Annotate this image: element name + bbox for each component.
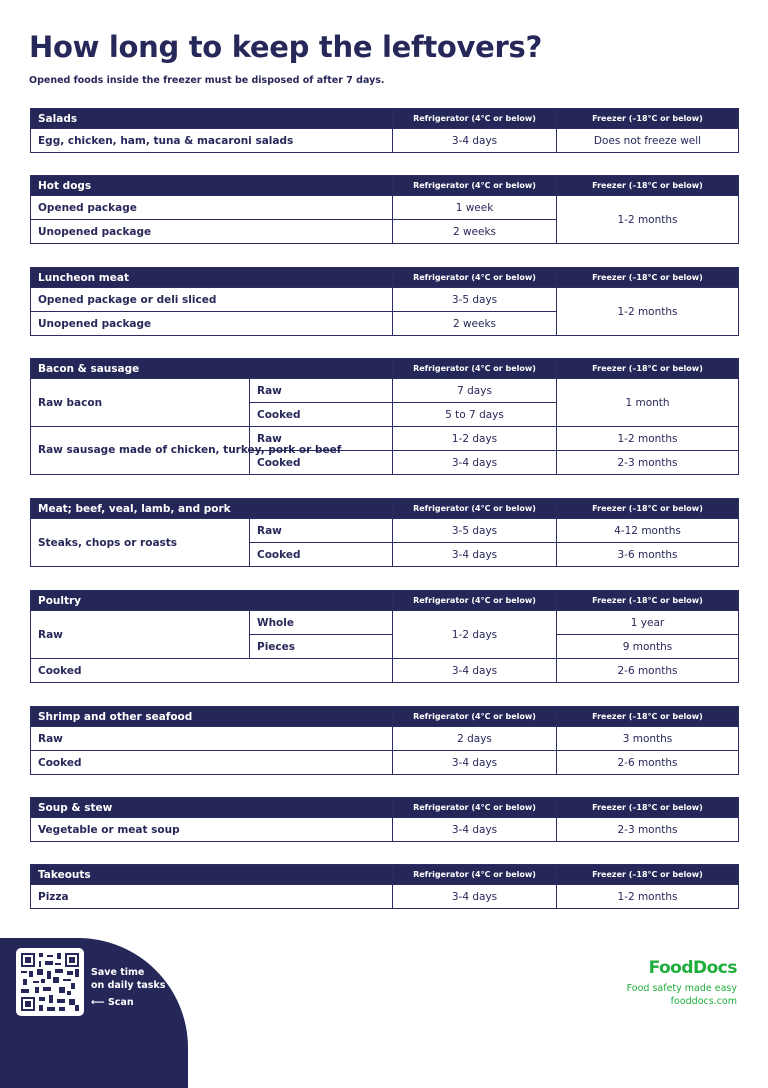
scan-link[interactable] [91, 997, 134, 1008]
freezer-header: Freezer (–18°C or below) [557, 707, 739, 727]
food-state: Pieces [250, 635, 393, 659]
food-item: Raw [31, 611, 250, 659]
freezer-time: 1 month [557, 379, 739, 427]
freezer-header: Freezer (–18°C or below) [557, 268, 739, 288]
seafood-table [30, 706, 739, 775]
refrigerator-time: 1-2 days [393, 427, 557, 451]
table-row [31, 427, 739, 451]
freezer-time: 1-2 months [557, 288, 739, 336]
table-row [31, 727, 739, 751]
food-item: Vegetable or meat soup [31, 818, 393, 842]
page-subtitle: Opened foods inside the freezer must be disposed of after 7 days. [29, 75, 385, 86]
refrigerator-time: 3-5 days [393, 288, 557, 312]
soup-table [30, 797, 739, 842]
food-item: Raw sausage made of chicken, turkey, pork or beef [31, 427, 250, 475]
food-item: Cooked [31, 751, 393, 775]
section-title: Meat; beef, veal, lamb, and pork [31, 499, 393, 519]
refrigerator-header: Refrigerator (4°C or below) [393, 798, 557, 818]
freezer-time: 2-6 months [557, 751, 739, 775]
food-state: Cooked [250, 543, 393, 567]
brand-block [627, 958, 737, 1007]
section-title: Soup & stew [31, 798, 393, 818]
freezer-time: 1-2 months [557, 427, 739, 451]
refrigerator-time: 3-4 days [393, 885, 557, 909]
freezer-header: Freezer (–18°C or below) [557, 591, 739, 611]
table-row [31, 196, 739, 220]
refrigerator-header: Refrigerator (4°C or below) [393, 359, 557, 379]
food-state: Cooked [250, 403, 393, 427]
food-item: Raw [31, 727, 393, 751]
table-row [31, 751, 739, 775]
arrow-left-icon: ⟵ [91, 997, 105, 1008]
section-title: Bacon & sausage [31, 359, 393, 379]
freezer-header: Freezer (–18°C or below) [557, 798, 739, 818]
food-state: Raw [250, 519, 393, 543]
refrigerator-header: Refrigerator (4°C or below) [393, 176, 557, 196]
refrigerator-time: 3-4 days [393, 129, 557, 153]
food-item: Opened package or deli sliced [31, 288, 393, 312]
fooddocs-logo: FoodDocs [648, 958, 737, 978]
refrigerator-time: 3-5 days [393, 519, 557, 543]
freezer-time: 4-12 months [557, 519, 739, 543]
food-item: Unopened package [31, 220, 393, 244]
freezer-time: 1-2 months [557, 196, 739, 244]
refrigerator-header: Refrigerator (4°C or below) [393, 707, 557, 727]
table-row [31, 659, 739, 683]
food-item: Unopened package [31, 312, 393, 336]
refrigerator-time: 7 days [393, 379, 557, 403]
refrigerator-time: 3-4 days [393, 751, 557, 775]
food-state: Raw [250, 427, 393, 451]
table-row [31, 288, 739, 312]
food-state: Whole [250, 611, 393, 635]
food-item: Pizza [31, 885, 393, 909]
freezer-header: Freezer (–18°C or below) [557, 109, 739, 129]
refrigerator-header: Refrigerator (4°C or below) [393, 109, 557, 129]
freezer-time: 2-6 months [557, 659, 739, 683]
salads-table [30, 108, 739, 153]
tagline: Food safety made easy [626, 983, 737, 994]
refrigerator-time: 1 week [393, 196, 557, 220]
refrigerator-time: 3-4 days [393, 543, 557, 567]
freezer-header: Freezer (–18°C or below) [557, 499, 739, 519]
page-title: How long to keep the leftovers? [29, 30, 542, 64]
freezer-header: Freezer (–18°C or below) [557, 359, 739, 379]
table-row [31, 611, 739, 635]
refrigerator-header: Refrigerator (4°C or below) [393, 499, 557, 519]
food-item: Opened package [31, 196, 393, 220]
refrigerator-time: 5 to 7 days [393, 403, 557, 427]
section-title: Shrimp and other seafood [31, 707, 393, 727]
food-item: Cooked [31, 659, 393, 683]
refrigerator-time: 3-4 days [393, 818, 557, 842]
table-row [31, 379, 739, 403]
section-title: Takeouts [31, 865, 393, 885]
section-title: Hot dogs [31, 176, 393, 196]
bacon-sausage-table [30, 358, 739, 475]
refrigerator-time: 2 weeks [393, 220, 557, 244]
takeouts-table [30, 864, 739, 909]
freezer-time: 2-3 months [557, 451, 739, 475]
save-time-line: on daily tasks [91, 980, 166, 991]
refrigerator-time: 2 weeks [393, 312, 557, 336]
qr-code-icon[interactable] [16, 948, 84, 1016]
freezer-time: Does not freeze well [557, 129, 739, 153]
table-row [31, 885, 739, 909]
section-title: Poultry [31, 591, 393, 611]
refrigerator-time: 3-4 days [393, 451, 557, 475]
food-item: Steaks, chops or roasts [31, 519, 250, 567]
qr-code-graphic [21, 953, 79, 1011]
scan-label: Scan [107, 997, 134, 1008]
refrigerator-header: Refrigerator (4°C or below) [393, 591, 557, 611]
freezer-time: 2-3 months [557, 818, 739, 842]
freezer-time: 1-2 months [557, 885, 739, 909]
meat-table [30, 498, 739, 567]
table-row [31, 818, 739, 842]
table-row [31, 129, 739, 153]
hot-dogs-table [30, 175, 739, 244]
refrigerator-header: Refrigerator (4°C or below) [393, 268, 557, 288]
freezer-time: 3-6 months [557, 543, 739, 567]
poultry-table [30, 590, 739, 683]
freezer-time: 3 months [557, 727, 739, 751]
table-row [31, 519, 739, 543]
save-time-text [91, 966, 165, 992]
food-state: Cooked [250, 451, 393, 475]
food-state: Raw [250, 379, 393, 403]
food-item: Egg, chicken, ham, tuna & macaroni salads [31, 129, 393, 153]
food-item: Raw bacon [31, 379, 250, 427]
save-time-line: Save time [91, 967, 145, 978]
freezer-time: 1 year [557, 611, 739, 635]
luncheon-meat-table [30, 267, 739, 336]
section-title: Salads [31, 109, 393, 129]
freezer-header: Freezer (–18°C or below) [557, 865, 739, 885]
refrigerator-time: 3-4 days [393, 659, 557, 683]
section-title: Luncheon meat [31, 268, 393, 288]
freezer-time: 9 months [557, 635, 739, 659]
refrigerator-time: 1-2 days [393, 611, 557, 659]
website-link[interactable]: fooddocs.com [670, 996, 737, 1007]
refrigerator-header: Refrigerator (4°C or below) [393, 865, 557, 885]
refrigerator-time: 2 days [393, 727, 557, 751]
freezer-header: Freezer (–18°C or below) [557, 176, 739, 196]
